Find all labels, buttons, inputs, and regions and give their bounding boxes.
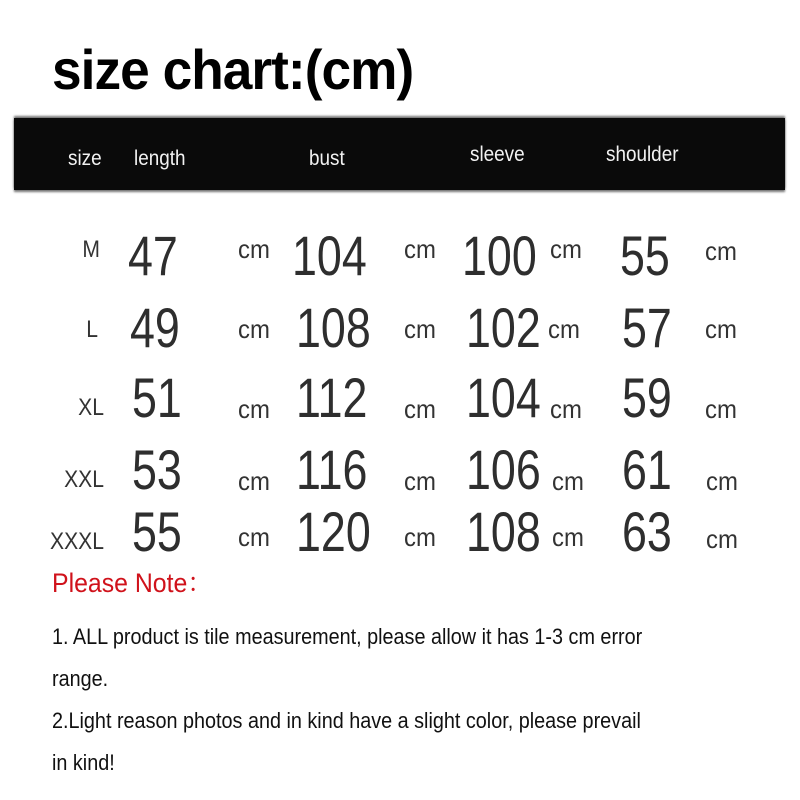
table-row <box>0 226 800 296</box>
table-row <box>0 500 800 574</box>
shoulder-cell: 59 <box>622 366 672 429</box>
column-header-length: length <box>134 147 186 170</box>
unit-label: cm <box>552 522 584 552</box>
note-line-1: 1. ALL product is tile measurement, please allow it has 1-3 cm error <box>52 624 643 649</box>
note-line-2-cont: in kind! <box>52 750 115 775</box>
bust-cell: 108 <box>296 296 371 359</box>
unit-label: cm <box>548 314 580 344</box>
unit-label: cm <box>550 234 582 264</box>
length-cell: 53 <box>132 438 182 501</box>
bust-cell: 112 <box>296 366 368 429</box>
sleeve-cell: 106 <box>466 438 541 501</box>
unit-label: cm <box>705 394 737 424</box>
column-header-sleeve: sleeve <box>470 143 525 166</box>
table-row <box>0 296 800 366</box>
table-header <box>14 118 785 190</box>
unit-label: cm <box>705 236 737 266</box>
bust-cell: 104 <box>292 224 367 287</box>
sleeve-cell: 108 <box>466 500 541 563</box>
sleeve-cell: 100 <box>462 224 537 287</box>
shoulder-cell: 61 <box>622 438 672 501</box>
size-cell: XL <box>78 394 104 421</box>
size-cell: XXXL <box>49 528 104 555</box>
unit-label: cm <box>404 522 436 552</box>
unit-label: cm <box>238 466 270 496</box>
sleeve-cell: 104 <box>466 366 541 429</box>
unit-label: cm <box>404 314 436 344</box>
length-cell: 55 <box>132 500 182 563</box>
unit-label: cm <box>706 524 738 554</box>
length-cell: 49 <box>130 296 180 359</box>
table-row <box>0 366 800 440</box>
shoulder-cell: 57 <box>622 296 672 359</box>
unit-label: cm <box>550 394 582 424</box>
column-header-size: size <box>68 147 102 170</box>
size-cell: XXL <box>64 466 104 493</box>
length-cell: 47 <box>128 224 178 287</box>
bust-cell: 120 <box>296 500 371 563</box>
unit-label: cm <box>238 314 270 344</box>
unit-label: cm <box>238 522 270 552</box>
shoulder-cell: 63 <box>622 500 672 563</box>
unit-label: cm <box>706 466 738 496</box>
size-cell: L <box>86 316 98 343</box>
length-cell: 51 <box>132 366 182 429</box>
note-title: Please Note： <box>52 568 213 598</box>
column-header-shoulder: shoulder <box>606 143 679 166</box>
bust-cell: 116 <box>296 438 368 501</box>
unit-label: cm <box>404 234 436 264</box>
unit-label: cm <box>238 394 270 424</box>
page-title: size chart:(cm) <box>52 38 414 101</box>
unit-label: cm <box>238 234 270 264</box>
note-line-2: 2.Light reason photos and in kind have a slight color, please prevail <box>52 708 641 733</box>
unit-label: cm <box>705 314 737 344</box>
unit-label: cm <box>404 394 436 424</box>
table-row <box>0 438 800 512</box>
unit-label: cm <box>552 466 584 496</box>
note-line-1-cont: range. <box>52 666 109 691</box>
sleeve-cell: 102 <box>466 296 541 359</box>
unit-label: cm <box>404 466 436 496</box>
shoulder-cell: 55 <box>620 224 670 287</box>
column-header-bust: bust <box>309 147 345 170</box>
size-cell: M <box>82 236 100 263</box>
